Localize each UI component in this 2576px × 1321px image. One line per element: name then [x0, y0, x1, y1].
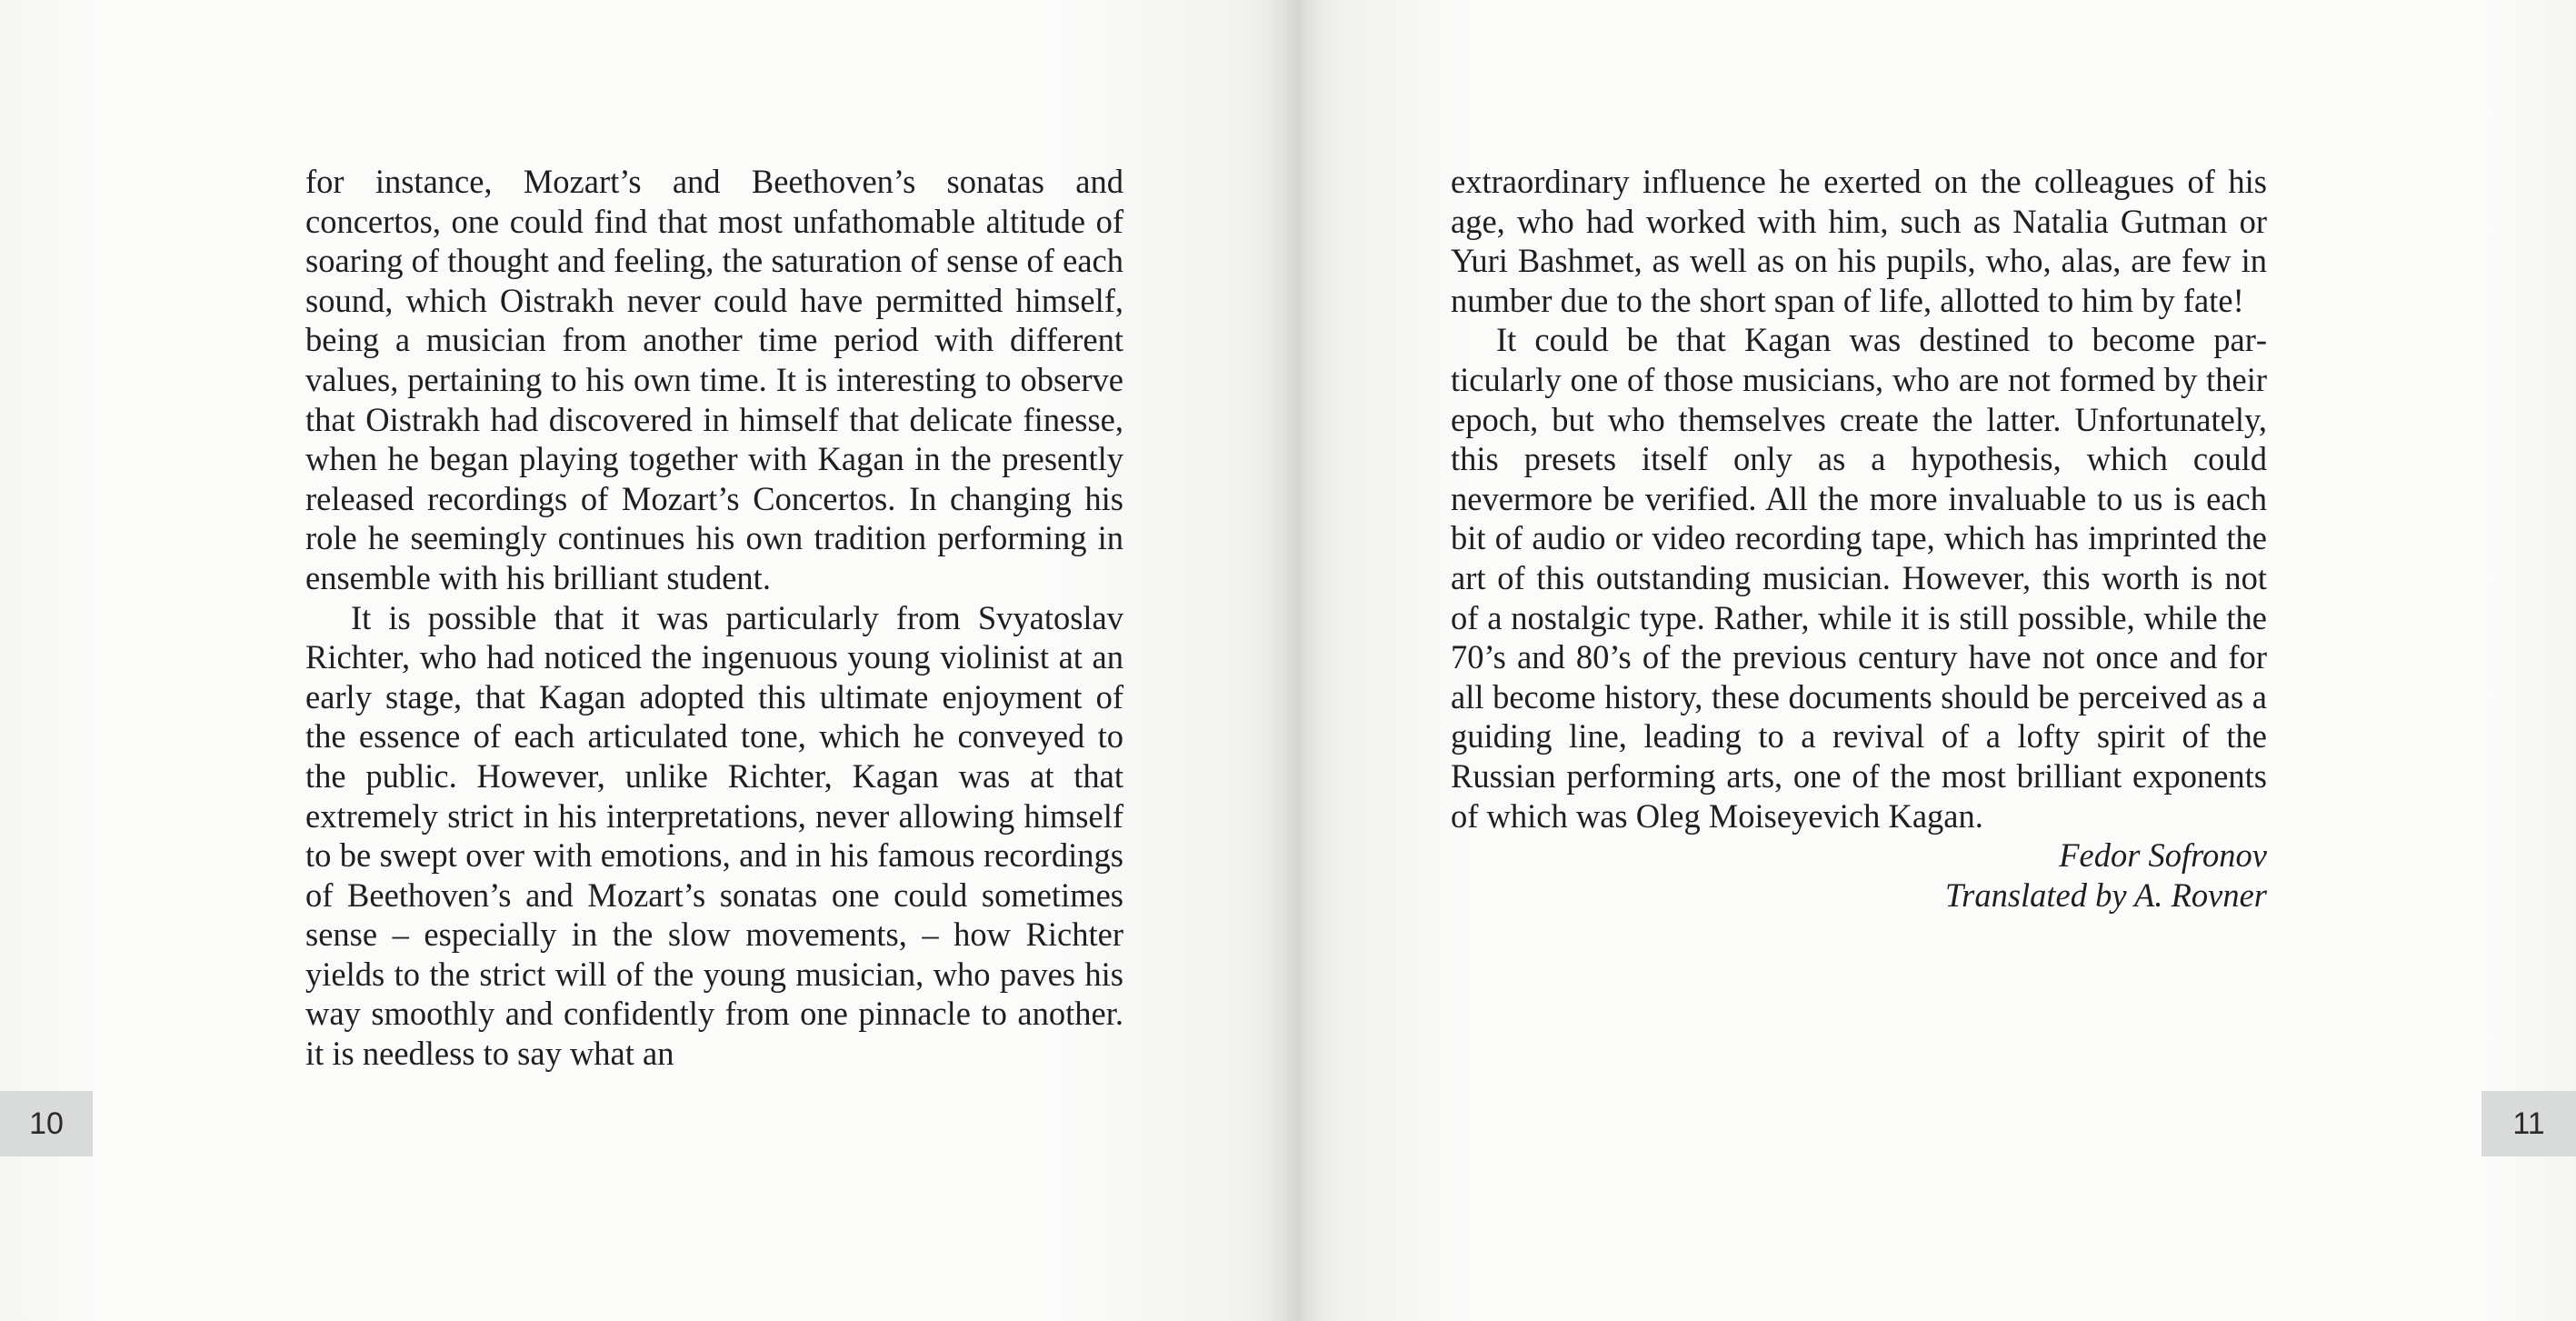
translator-credit: Translated by A. Rovner	[1944, 876, 2267, 914]
right-page	[1288, 0, 2576, 1321]
right-paragraph-2: It could be that Kagan was destined to become particularly one of those musicians, who are not formed by their epoch, but who themselves create the latter. Unfortunately, this presets itself only as a hypothesis, which could nevermore be verified. All the more invaluable to us is each bit of audio or video recording tape, which has imprinted the art of this outstanding musician. However, this worth is not of a nostalgic type. Rather, while it is still possible, while the 70’s and 80’s of the previous century have not once and for all become history, these documents should be perceived as a guiding line, leading to a revival of a lofty spirit of the Russian performing arts, one of the most brilliant exponents of which was Oleg Moiseyevich Kagan.	[1451, 321, 2267, 835]
page-number-left: 10	[0, 1091, 93, 1156]
author-signature: Fedor Sofronov	[2059, 836, 2267, 875]
right-page-text-column	[1451, 162, 2267, 915]
left-paragraph-1: for instance, Mozart’s and Beethoven’s sonatas and concertos, one could find that most unfathomable altitude of soaring of thought and feeling, the saturation of sense of each sound, which Oistrakh never could have permitted himself, being a musician from another time period with different values, pertaining to his own time. It is interesting to observe that Oistrakh had discovered in himself that delicate finesse, when he began playing together with Kagan in the presently released recordings of Mozart’s Concertos. In changing his role he seemingly continues his own tradition performing in ensemble with his brilliant student.	[305, 163, 1123, 596]
binding-gutter	[1268, 0, 1323, 1321]
right-paragraph-1: extraordinary influence he exerted on the colleagues of his age, who had worked with him, such as Natalia Gutman or Yuri Bashmet, as well as on his pupils, who, alas, are few in number due to the short span of life, allotted to him by fate!	[1451, 163, 2267, 319]
page-number-right: 11	[2481, 1091, 2576, 1156]
left-paragraph-2: It is possible that it was particularly from Svyatoslav Richter, who had noticed the ingenuous young violinist at an early stage, that Kagan adopted this ultimate enjoyment of the essence of each articulated tone, which he conveyed to the public. However, unlike Richter, Kagan was at that extremely strict in his interpretations, never allowing himself to be swept over with emotions, and in his famous recordings of Beethoven’s and Mozart’s sonatas one could sometimes sense – especially in the slow movements, – how Richter yields to the strict will of the young musician, who paves his way smoothly and confidently from one pinnacle to another. it is needless to say what an	[305, 598, 1123, 1073]
left-page-text-column	[305, 162, 1123, 1074]
